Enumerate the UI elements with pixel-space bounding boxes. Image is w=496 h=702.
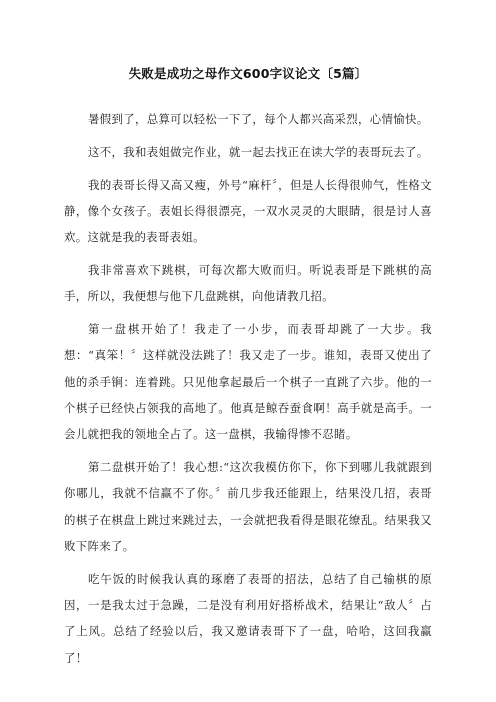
paragraph-4: 我非常喜欢下跳棋，可每次都大败而归。听说表哥是下跳棋的高手，所以，我便想与他下几盘跳棋，向他请教几招。 [64, 262, 432, 304]
paragraph-3: 我的表哥长得又高又瘦，外号“麻杆〞，但是人长得很帅气，性格文静，像个女孩子。表姐长得很漂亮，一双水灵灵的大眼睛，很是讨人喜欢。这就是我的表哥表姐。 [64, 177, 432, 245]
paragraph-5: 第一盘棋开始了！我走了一小步，而表哥却跳了一大步。我想：“真笨！〞这样就没法跳了！我又走了一步。谁知，表哥又使出了他的杀手锏：连着跳。只见他拿起最后一个棋子一直跳了六步。他的一个棋子已经快占领我的高地了。他真是鲸吞蚕食啊！高手就是高手。一会儿就把我的领地全占了。这一盘棋，我输得惨不忍睹。 [64, 322, 432, 442]
paragraph-7: 吃午饭的时候我认真的琢磨了表哥的招法，总结了自己输棋的原因，一是我太过于急躁，二是没有利用好搭桥战术，结果让“敌人〞占了上风。总结了经验以后，我又邀请表哥下了一盘，哈哈，这回我赢了！ [64, 571, 432, 665]
paragraph-1: 暑假到了，总算可以轻松一下了，每个人都兴高采烈，心情愉快。 [88, 112, 429, 126]
paragraph-2: 这不，我和表姐做完作业，就一起去找正在读大学的表哥玩去了。 [88, 144, 429, 159]
paragraph-6: 第二盘棋开始了！我心想:“这次我模仿你下，你下到哪儿我就跟到你哪儿，我就不信赢不了你。〞前几步我还能跟上，结果没几招，表哥的棋子在棋盘上跳过来跳过去，一会就把我看得是眼花缭乱。结果我又败下阵来了。 [64, 460, 432, 553]
document-body [64, 106, 432, 677]
document-title: 失败是成功之母作文600字议论文〔5篇〕 [128, 66, 368, 81]
